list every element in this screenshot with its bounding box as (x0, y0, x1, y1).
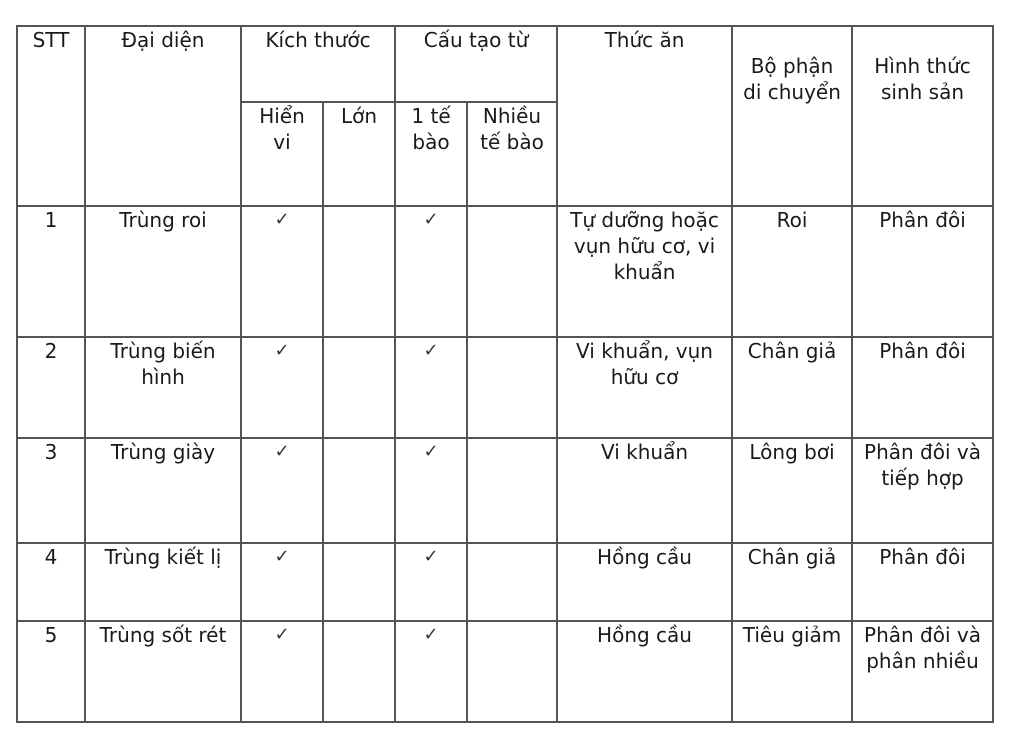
cell-stt: 4 (17, 543, 85, 621)
cell-nhieu-te-bao (467, 438, 557, 543)
cell-mot-te-bao: ✓ (395, 621, 467, 722)
header-row-main (17, 26, 993, 102)
cell-sinh-san (852, 543, 993, 621)
cell-thuc-an-line1: Vi khuẩn (601, 440, 689, 464)
cell-bo-phan: Chân giả (732, 543, 852, 621)
cell-nhieu-te-bao (467, 337, 557, 438)
header-mot-te-bao-line1: 1 tế (411, 104, 451, 128)
cell-hien-vi: ✓ (241, 206, 323, 337)
cell-mot-te-bao: ✓ (395, 337, 467, 438)
header-stt (17, 26, 85, 206)
cell-dai-dien-line1: Trùng roi (119, 208, 207, 232)
header-hien-vi-line1: Hiển (259, 104, 305, 128)
cell-mot-te-bao: ✓ (395, 206, 467, 337)
cell-thuc-an (557, 337, 732, 438)
table-row (17, 621, 993, 722)
cell-thuc-an-line2: hữu cơ (610, 365, 679, 389)
cell-sinh-san-line1: Phân đôi (879, 339, 966, 363)
cell-nhieu-te-bao (467, 206, 557, 337)
cell-sinh-san-line1: Phân đôi và (864, 440, 981, 464)
cell-sinh-san-line2: tiếp hợp (881, 466, 964, 490)
header-hien-vi (241, 102, 323, 206)
header-mot-te-bao-line2: bào (412, 130, 450, 154)
table-row (17, 438, 993, 543)
header-kich-thuoc (241, 26, 395, 102)
header-cau-tao-tu (395, 26, 557, 102)
cell-dai-dien (85, 337, 241, 438)
header-bo-phan-line1: Bộ phận (750, 54, 834, 78)
cell-dai-dien (85, 438, 241, 543)
cell-thuc-an (557, 543, 732, 621)
cell-sinh-san-line1: Phân đôi (879, 208, 966, 232)
header-nhieu-te-bao-line1: Nhiều (482, 104, 542, 128)
cell-lon (323, 206, 395, 337)
cell-thuc-an-line1: Hồng cầu (597, 545, 692, 569)
cell-thuc-an (557, 206, 732, 337)
header-bo-phan-line2: di chuyển (743, 80, 841, 104)
header-cau-tao-tu-text: Cấu tạo từ (423, 28, 529, 52)
cell-nhieu-te-bao (467, 543, 557, 621)
cell-sinh-san (852, 621, 993, 722)
header-hinh-thuc-line2: sinh sản (880, 80, 965, 104)
cell-dai-dien-line1: Trùng kiết lị (104, 545, 222, 569)
header-dai-dien-text: Đại diện (121, 28, 205, 52)
cell-lon (323, 543, 395, 621)
cell-stt: 5 (17, 621, 85, 722)
cell-sinh-san (852, 337, 993, 438)
cell-thuc-an-line1: Tự dưỡng hoặc (570, 208, 719, 232)
cell-dai-dien (85, 206, 241, 337)
cell-hien-vi: ✓ (241, 337, 323, 438)
table-row (17, 206, 993, 337)
header-lon (323, 102, 395, 206)
cell-bo-phan: Roi (732, 206, 852, 337)
cell-thuc-an-line2: vụn hữu cơ, vi (573, 234, 716, 258)
header-kich-thuoc-text: Kích thước (265, 28, 371, 52)
cell-sinh-san (852, 206, 993, 337)
cell-nhieu-te-bao (467, 621, 557, 722)
header-thuc-an-text: Thức ăn (604, 28, 685, 52)
cell-bo-phan: Chân giả (732, 337, 852, 438)
cell-sinh-san-line2: phân nhiều (866, 649, 979, 673)
cell-bo-phan: Tiêu giảm (732, 621, 852, 722)
cell-dai-dien-line1: Trùng biến (110, 339, 216, 363)
cell-mot-te-bao: ✓ (395, 543, 467, 621)
table-row (17, 543, 993, 621)
header-stt-text: STT (32, 28, 70, 52)
header-hinh-thuc (852, 26, 993, 206)
cell-sinh-san (852, 438, 993, 543)
cell-bo-phan: Lông bơi (732, 438, 852, 543)
cell-dai-dien-line1: Trùng giày (110, 440, 216, 464)
cell-lon (323, 438, 395, 543)
table-row (17, 337, 993, 438)
cell-dai-dien-line2: hình (141, 365, 185, 389)
header-hinh-thuc-line1: Hình thức (874, 54, 971, 78)
cell-hien-vi: ✓ (241, 543, 323, 621)
cell-dai-dien (85, 621, 241, 722)
cell-stt: 2 (17, 337, 85, 438)
header-dai-dien (85, 26, 241, 206)
cell-dai-dien (85, 543, 241, 621)
cell-thuc-an (557, 621, 732, 722)
header-nhieu-te-bao (467, 102, 557, 206)
cell-sinh-san-line1: Phân đôi và (864, 623, 981, 647)
header-hien-vi-line2: vi (273, 130, 291, 154)
header-bo-phan (732, 26, 852, 206)
cell-thuc-an (557, 438, 732, 543)
cell-lon (323, 621, 395, 722)
cell-thuc-an-line1: Hồng cầu (597, 623, 692, 647)
cell-sinh-san-line1: Phân đôi (879, 545, 966, 569)
cell-lon (323, 337, 395, 438)
cell-thuc-an-line1: Vi khuẩn, vụn (576, 339, 713, 363)
cell-mot-te-bao: ✓ (395, 438, 467, 543)
header-nhieu-te-bao-line2: tế bào (480, 130, 544, 154)
cell-hien-vi: ✓ (241, 438, 323, 543)
header-thuc-an (557, 26, 732, 206)
header-lon-text: Lớn (340, 104, 378, 128)
cell-stt: 1 (17, 206, 85, 337)
header-mot-te-bao (395, 102, 467, 206)
cell-stt: 3 (17, 438, 85, 543)
cell-dai-dien-line1: Trùng sốt rét (99, 623, 227, 647)
cell-hien-vi: ✓ (241, 621, 323, 722)
protozoa-table (16, 25, 994, 723)
cell-thuc-an-line3: khuẩn (613, 260, 676, 284)
